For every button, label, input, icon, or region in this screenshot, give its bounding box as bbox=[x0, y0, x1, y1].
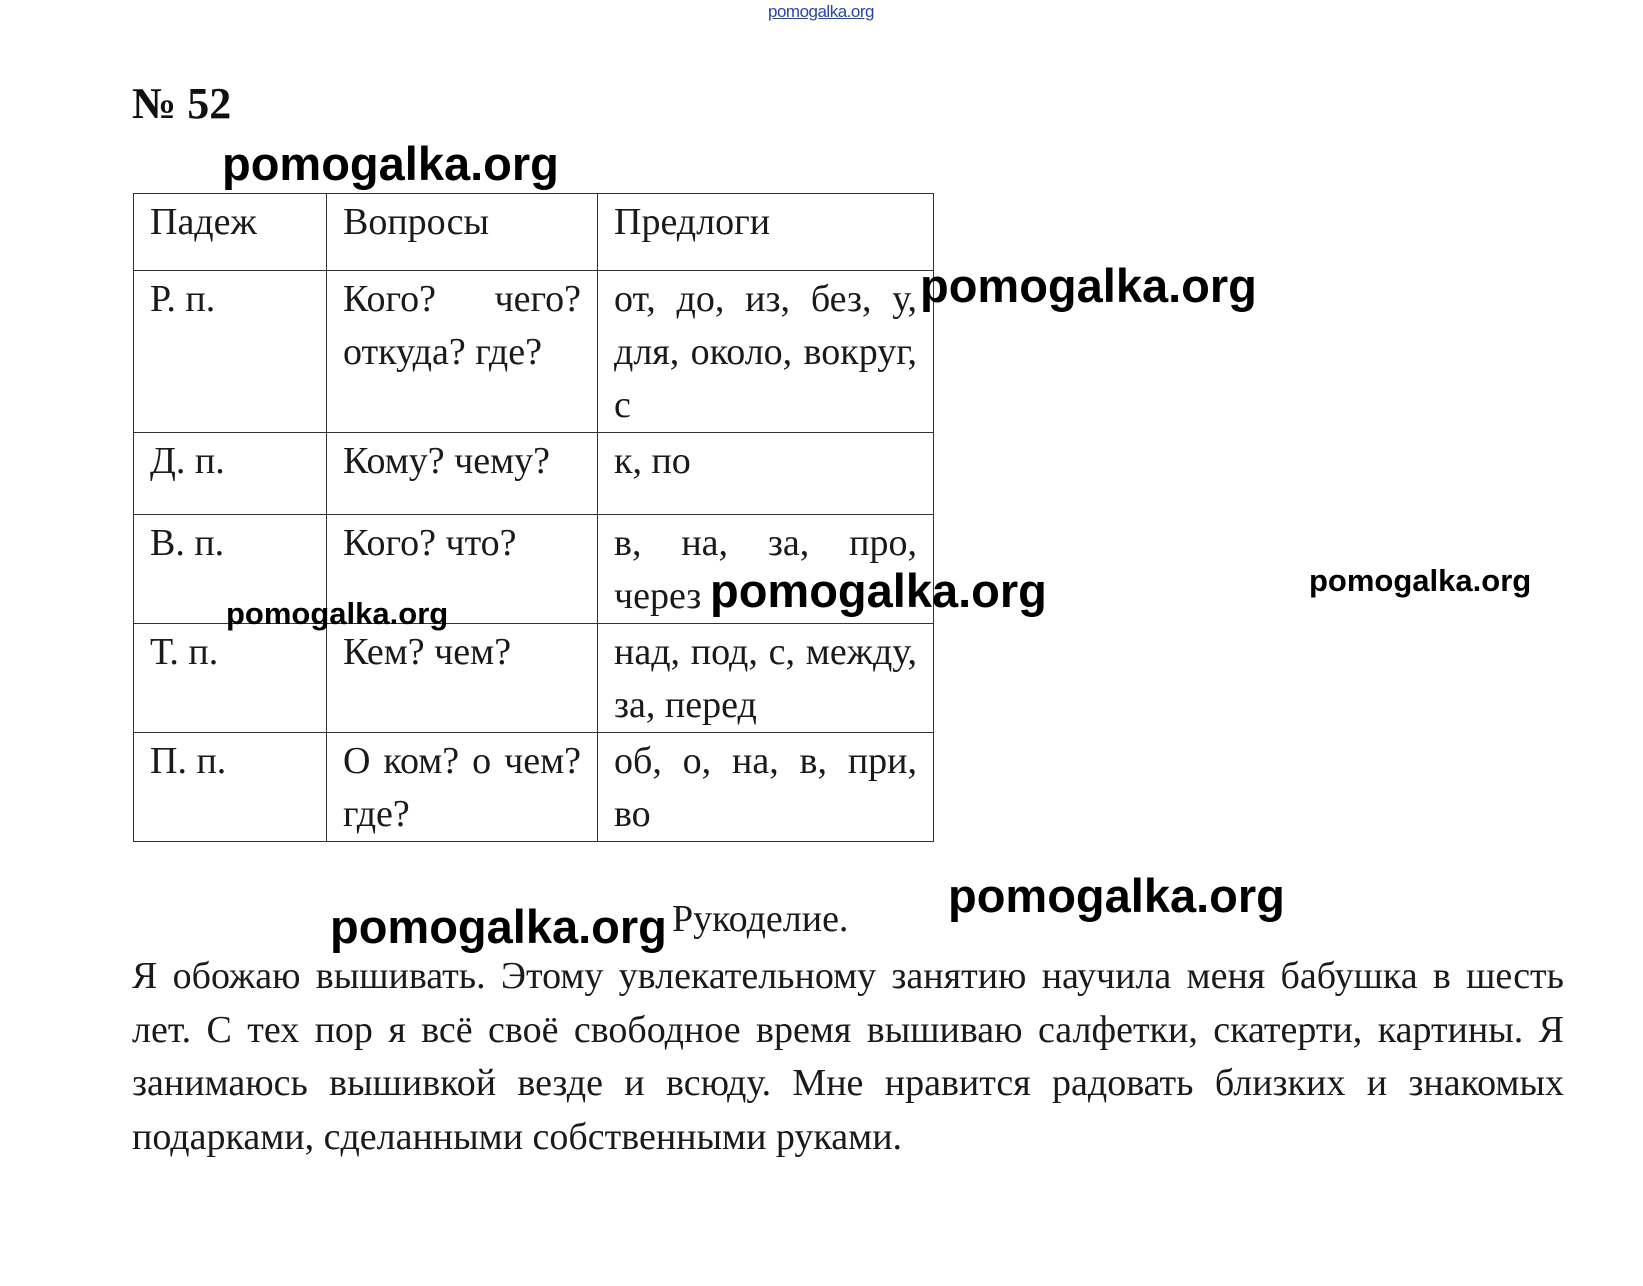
questions-cell: О ком? о чем? где? bbox=[327, 733, 598, 842]
watermark: pomogalka.org bbox=[920, 259, 1257, 312]
prepositions-cell: над, под, с, между, за, перед bbox=[598, 624, 934, 733]
case-cell: Р. п. bbox=[134, 271, 327, 433]
watermark: pomogalka.org bbox=[1309, 563, 1532, 598]
header-case: Падеж bbox=[134, 194, 327, 271]
watermark: pomogalka.org bbox=[948, 869, 1285, 922]
watermark: pomogalka.org bbox=[226, 596, 449, 631]
watermark: pomogalka.org bbox=[710, 564, 1047, 617]
questions-cell: Кого? чего? откуда? где? bbox=[327, 271, 598, 433]
table-row bbox=[134, 433, 934, 515]
watermark: pomogalka.org bbox=[330, 900, 667, 953]
case-cell: Т. п. bbox=[134, 624, 327, 733]
case-cell: Д. п. bbox=[134, 433, 327, 515]
top-watermark-link[interactable]: pomogalka.org bbox=[768, 2, 874, 21]
prepositions-cell: от, до, из, без, у, для, около, вокруг, с bbox=[598, 271, 934, 433]
story-title: Рукоделие. bbox=[672, 898, 849, 940]
watermark: pomogalka.org bbox=[222, 137, 559, 190]
header-prepositions: Предлоги bbox=[598, 194, 934, 271]
table-row bbox=[134, 624, 934, 733]
questions-cell: Кого? что? bbox=[327, 515, 598, 624]
case-cell: П. п. bbox=[134, 733, 327, 842]
questions-cell: Кому? чему? bbox=[327, 433, 598, 515]
cases-table bbox=[133, 193, 934, 842]
questions-cell: Кем? чем? bbox=[327, 624, 598, 733]
prepositions-cell: в, на, за, про, через bbox=[598, 515, 934, 624]
prepositions-cell: об, о, на, в, при, во bbox=[598, 733, 934, 842]
table-row bbox=[134, 733, 934, 842]
table-row bbox=[134, 271, 934, 433]
story-text: Я обожаю вышивать. Этому увлекательному занятию научила меня бабушка в шесть лет. С тех пор я всё своё свободное время вышиваю салфетки, скатерти, картины. Я занимаюсь вышивкой везде и всюду. Мне нравится радовать близких и знакомых подарками, сделанными собственными руками. bbox=[132, 955, 1564, 1158]
prepositions-cell: к, по bbox=[598, 433, 934, 515]
task-number: № 52 bbox=[132, 79, 232, 128]
header-questions: Вопросы bbox=[327, 194, 598, 271]
case-cell: В. п. bbox=[134, 515, 327, 624]
table-header-row bbox=[134, 194, 934, 271]
